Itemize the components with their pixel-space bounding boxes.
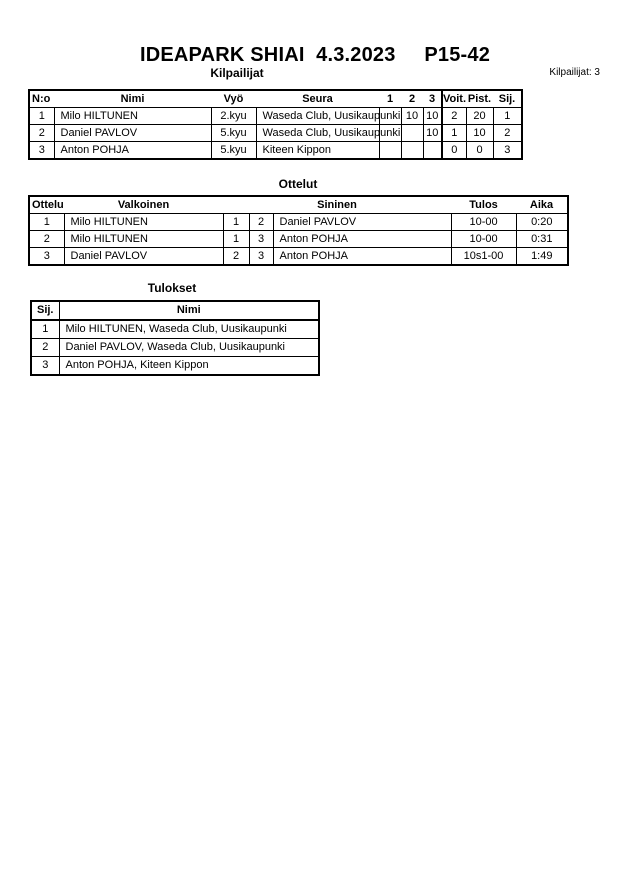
cell-points: 20 (466, 108, 493, 125)
cell-rank: 2 (31, 339, 59, 357)
cell-match-number: 1 (29, 214, 64, 231)
cell-round1 (379, 142, 401, 160)
cell-result: 10s1-00 (451, 248, 516, 266)
ottelut-table (28, 195, 569, 266)
tulokset-table (30, 300, 320, 376)
cell-rank: 1 (31, 320, 59, 339)
cell-rank: 3 (31, 357, 59, 376)
cell-name: Daniel PAVLOV, Waseda Club, Uusikaupunki (59, 339, 319, 357)
cell-name: Milo HILTUNEN, Waseda Club, Uusikaupunki (59, 320, 319, 339)
cell-rank: 1 (493, 108, 522, 125)
cell-white-number: 1 (223, 231, 249, 248)
cell-round3: 10 (423, 125, 442, 142)
col-header-round3: 3 (423, 90, 442, 108)
table-row (29, 142, 522, 160)
cell-white-name: Milo HILTUNEN (64, 214, 223, 231)
col-header-rank: Sij. (31, 301, 59, 320)
cell-result: 10-00 (451, 214, 516, 231)
ottelut-header-row (29, 196, 568, 214)
cell-match-number: 2 (29, 231, 64, 248)
section-label-tulokset: Tulokset (147, 281, 197, 295)
col-header-club: Seura (256, 90, 379, 108)
cell-belt: 5.kyu (211, 142, 256, 160)
cell-white-name: Daniel PAVLOV (64, 248, 223, 266)
table-row (29, 248, 568, 266)
cell-round2 (401, 142, 423, 160)
table-row (31, 320, 319, 339)
kilpailijat-table (28, 89, 523, 160)
cell-name: Daniel PAVLOV (54, 125, 211, 142)
cell-wins: 0 (442, 142, 466, 160)
cell-number: 3 (29, 142, 54, 160)
kilpailijat-header-row (29, 90, 522, 108)
cell-round2: 10 (401, 108, 423, 125)
cell-rank: 2 (493, 125, 522, 142)
cell-club: Kiteen Kippon (256, 142, 379, 160)
cell-points: 10 (466, 125, 493, 142)
section-label-kilpailijat: Kilpailijat (210, 66, 264, 80)
table-row (29, 214, 568, 231)
cell-blue-name: Anton POHJA (273, 231, 451, 248)
cell-round2 (401, 125, 423, 142)
cell-wins: 1 (442, 125, 466, 142)
col-header-points: Pist. (466, 90, 493, 108)
cell-white-number: 2 (223, 248, 249, 266)
cell-blue-name: Anton POHJA (273, 248, 451, 266)
table-row (29, 108, 522, 125)
col-header-result: Tulos (451, 196, 516, 214)
cell-time: 0:31 (516, 231, 568, 248)
cell-blue-number: 2 (249, 214, 273, 231)
cell-wins: 2 (442, 108, 466, 125)
cell-number: 2 (29, 125, 54, 142)
col-header-wins: Voit. (442, 90, 466, 108)
col-header-rank: Sij. (493, 90, 522, 108)
page-title: IDEAPARK SHIAI 4.3.2023 P15-42 (139, 44, 491, 66)
cell-time: 0:20 (516, 214, 568, 231)
cell-white-number: 1 (223, 214, 249, 231)
col-header-match: Ottelu (29, 196, 64, 214)
tulokset-header-row (31, 301, 319, 320)
cell-white-name: Milo HILTUNEN (64, 231, 223, 248)
cell-time: 1:49 (516, 248, 568, 266)
cell-round3: 10 (423, 108, 442, 125)
cell-belt: 5.kyu (211, 125, 256, 142)
table-row (31, 339, 319, 357)
cell-name: Anton POHJA (54, 142, 211, 160)
cell-result: 10-00 (451, 231, 516, 248)
col-header-round2: 2 (401, 90, 423, 108)
cell-blue-number: 3 (249, 231, 273, 248)
col-header-blue: Sininen (223, 196, 451, 214)
competitors-count: Kilpailijat: 3 (549, 67, 600, 78)
cell-rank: 3 (493, 142, 522, 160)
col-header-name: Nimi (59, 301, 319, 320)
cell-name: Anton POHJA, Kiteen Kippon (59, 357, 319, 376)
col-header-name: Nimi (54, 90, 211, 108)
cell-round3 (423, 142, 442, 160)
table-row (29, 125, 522, 142)
cell-name: Milo HILTUNEN (54, 108, 211, 125)
table-row (31, 357, 319, 376)
cell-match-number: 3 (29, 248, 64, 266)
section-label-ottelut: Ottelut (278, 177, 318, 191)
col-header-no: N:o (29, 90, 54, 108)
cell-club: Waseda Club, Uusikaupunki (256, 125, 379, 142)
cell-blue-number: 3 (249, 248, 273, 266)
cell-belt: 2.kyu (211, 108, 256, 125)
cell-club: Waseda Club, Uusikaupunki (256, 108, 379, 125)
col-header-round1: 1 (379, 90, 401, 108)
cell-blue-name: Daniel PAVLOV (273, 214, 451, 231)
col-header-white: Valkoinen (64, 196, 223, 214)
table-row (29, 231, 568, 248)
col-header-belt: Vyö (211, 90, 256, 108)
col-header-time: Aika (516, 196, 568, 214)
cell-number: 1 (29, 108, 54, 125)
cell-points: 0 (466, 142, 493, 160)
